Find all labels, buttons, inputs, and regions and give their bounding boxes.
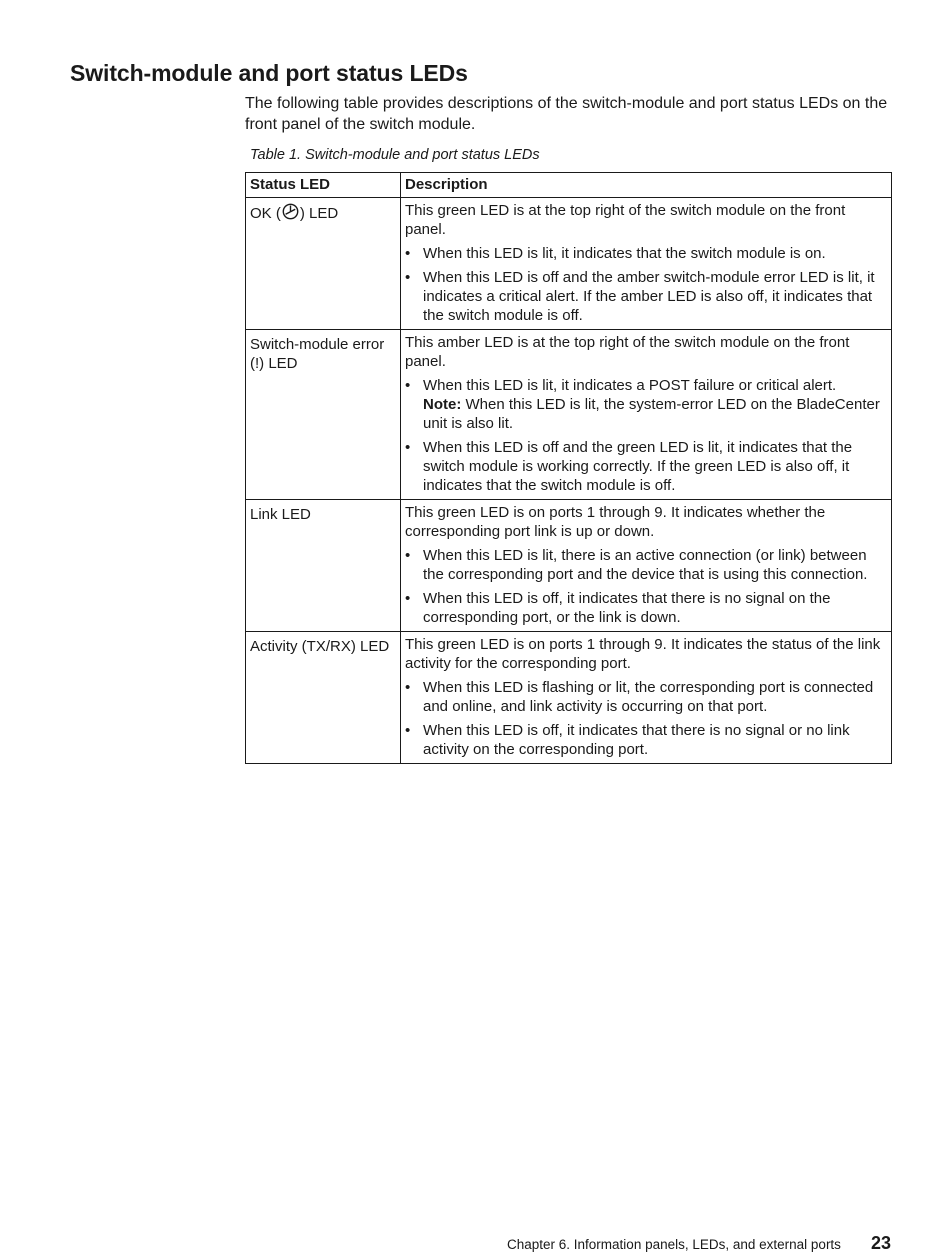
list-item: • When this LED is flashing or lit, the corresponding port is connected and online, and link activity is occurring on that port. bbox=[405, 679, 874, 715]
list-item: • When this LED is off, it indicates that there is no signal on the corresponding port, or the link is down. bbox=[405, 590, 831, 626]
status-led-name: Switch-module error (!) LED bbox=[246, 330, 401, 500]
list-item: • When this LED is off and the green LED is lit, it indicates that the switch module is working correctly. If the green LED is also off, it indicates that the switch module is off. bbox=[405, 439, 853, 494]
table-row-switch-module-error-led bbox=[246, 330, 892, 500]
description-intro: This green LED is on ports 1 through 9. It indicates whether the corresponding port link is up or down. bbox=[405, 504, 826, 540]
table-row-activity-led bbox=[246, 632, 892, 764]
status-led-name bbox=[246, 198, 401, 330]
list-item: • When this LED is lit, it indicates a POST failure or critical alert. Note: When this LED is lit, the system-error LED on the BladeCenter unit is also lit. bbox=[405, 377, 880, 432]
bullet-icon: • bbox=[405, 377, 411, 394]
status-led-name: Link LED bbox=[246, 500, 401, 632]
table-row-ok-led bbox=[246, 198, 892, 330]
list-item: • When this LED is lit, there is an active connection (or link) between the corresponding port and the device that is using this connection. bbox=[405, 547, 868, 583]
status-led-description bbox=[401, 330, 892, 500]
description-bullets bbox=[405, 678, 887, 759]
list-item: • When this LED is off and the amber switch-module error LED is lit, it indicates a critical alert. If the amber LED is also off, it indicates that the switch module is off. bbox=[405, 269, 875, 324]
column-header-description: Description bbox=[401, 173, 892, 198]
description-bullets bbox=[405, 546, 887, 627]
description-intro: This amber LED is at the top right of the switch module on the front panel. bbox=[405, 334, 850, 370]
bullet-icon: • bbox=[405, 679, 411, 696]
column-header-status-led: Status LED bbox=[246, 173, 401, 198]
description-intro: This green LED is at the top right of the switch module on the front panel. bbox=[405, 202, 846, 238]
power-on-icon bbox=[282, 203, 299, 225]
bullet-icon: • bbox=[405, 590, 411, 607]
note-label: Note: bbox=[423, 396, 462, 413]
footer-chapter: Chapter 6. Information panels, LEDs, and external ports bbox=[507, 1237, 841, 1252]
page-number: 23 bbox=[871, 1233, 892, 1253]
status-led-description bbox=[401, 632, 892, 764]
bullet-icon: • bbox=[405, 269, 411, 286]
status-led-table bbox=[245, 172, 892, 764]
page-title: Switch-module and port status LEDs bbox=[70, 60, 468, 86]
bullet-icon: • bbox=[405, 245, 411, 262]
status-led-description bbox=[401, 198, 892, 330]
table-header-row bbox=[246, 173, 892, 198]
bullet-icon: • bbox=[405, 439, 411, 456]
led-name-suffix: ) LED bbox=[299, 205, 339, 222]
status-led-description bbox=[401, 500, 892, 632]
description-bullets bbox=[405, 376, 887, 495]
description-intro: This green LED is on ports 1 through 9. It indicates the status of the link activity for the corresponding port. bbox=[405, 636, 881, 672]
led-name-prefix: OK ( bbox=[250, 205, 281, 222]
status-led-name: Activity (TX/RX) LED bbox=[246, 632, 401, 764]
list-item: • When this LED is lit, it indicates that the switch module is on. bbox=[405, 245, 826, 262]
description-bullets bbox=[405, 244, 887, 325]
table-row-link-led bbox=[246, 500, 892, 632]
list-item: • When this LED is off, it indicates that there is no signal or no link activity on the corresponding port. bbox=[405, 722, 850, 758]
bullet-icon: • bbox=[405, 547, 411, 564]
table-caption: Table 1. Switch-module and port status LEDs bbox=[250, 147, 540, 163]
bullet-icon: • bbox=[405, 722, 411, 739]
intro-paragraph: The following table provides descriptions of the switch-module and port status LEDs on the front panel of the switch module. bbox=[245, 95, 888, 133]
note-text: When this LED is lit, the system-error LED on the BladeCenter unit is also lit. bbox=[423, 396, 880, 432]
